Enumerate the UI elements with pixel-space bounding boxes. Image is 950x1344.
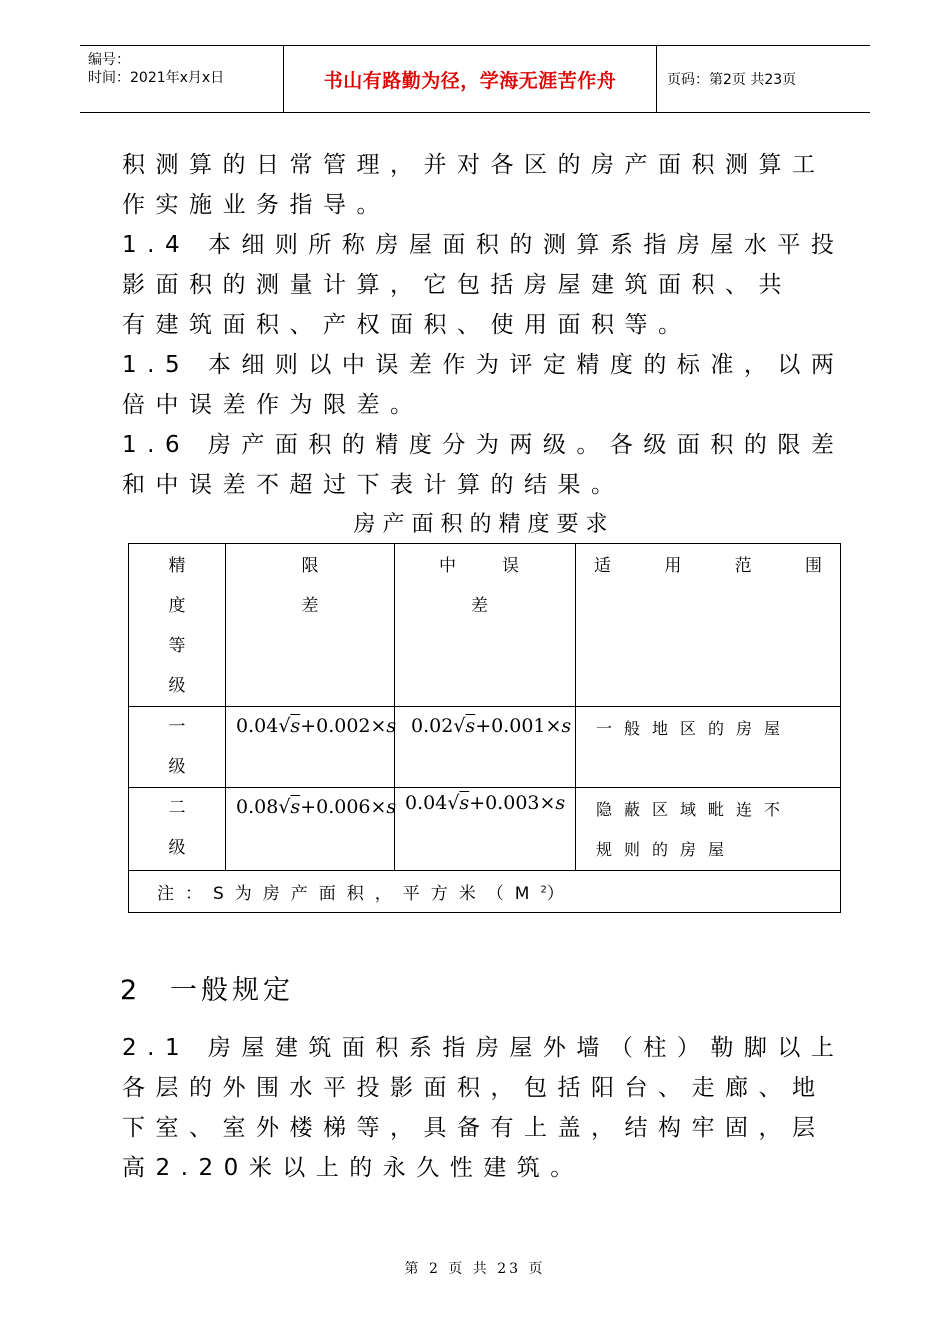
formula-coef: 0.04 — [405, 792, 448, 814]
grade-char: 级 — [168, 838, 186, 858]
sqrt-symbol: √ — [453, 715, 466, 737]
formula-var: s — [386, 796, 397, 818]
text-line: 2.1 房屋建筑面积系指房屋外墙（柱）勒脚以上 — [122, 1035, 845, 1061]
formula-var: s — [290, 715, 301, 737]
header-scope-char: 围 — [804, 556, 822, 576]
formula-rest: +0.003× — [469, 792, 556, 814]
time-label: 时间：2021年x月x日 — [88, 70, 225, 86]
header-motto: 书山有路勤为径，学海无涯苦作舟 — [283, 46, 657, 112]
sqrt-symbol: √ — [447, 792, 460, 814]
formula-var: s — [465, 715, 476, 737]
text-line: 积测算的日常管理，并对各区的房产面积测算工 — [122, 152, 826, 178]
error-formula — [395, 707, 576, 788]
note-superscript: 2 — [540, 884, 547, 896]
paragraph-2-1 — [122, 1028, 845, 1188]
header-limit-char: 限 — [301, 556, 319, 576]
text-line: 倍中误差作为限差。 — [122, 392, 424, 418]
text-line: 1.4 本细则所称房屋面积的测算系指房屋水平投 — [122, 232, 845, 258]
section-number: 2 — [120, 975, 142, 1006]
header-grade-char: 精 — [168, 556, 186, 576]
page-header — [80, 45, 870, 113]
scope-line: 一般地区的房屋 — [596, 719, 793, 738]
table-row — [129, 707, 841, 788]
error-formula — [395, 788, 576, 871]
note-text: 注：S为房产面积，平方米（M — [157, 884, 541, 904]
paragraph-1-5 — [122, 345, 845, 425]
text-line: 有建筑面积、产权面积、使用面积等。 — [122, 312, 692, 338]
table-note-row — [129, 871, 841, 913]
limit-formula — [226, 707, 395, 788]
scope-line: 隐蔽区域毗连不 — [596, 800, 793, 819]
header-limit — [226, 544, 395, 707]
formula-var: s — [386, 715, 397, 737]
formula-var: s — [555, 792, 566, 814]
formula-var: s — [459, 792, 470, 814]
header-scope-char: 范 — [734, 556, 752, 576]
header-error-char: 中 — [439, 556, 456, 576]
section-heading — [120, 968, 294, 1007]
formula-coef: 0.02 — [411, 715, 454, 737]
text-line: 1.5 本细则以中误差作为评定精度的标准，以两 — [122, 352, 845, 378]
table-note — [129, 871, 841, 913]
grade-cell — [129, 707, 226, 788]
formula-rest: +0.002× — [300, 715, 387, 737]
page-footer: 第 2 页 共 23 页 — [404, 1261, 546, 1277]
note-close: ） — [546, 884, 575, 904]
scope-cell — [576, 707, 841, 788]
header-page-label: 页码：第2页 共23页 — [667, 72, 797, 88]
paragraph-intro — [122, 145, 826, 225]
header-error — [395, 544, 576, 707]
text-line: 下室、室外楼梯等，具备有上盖，结构牢固，层 — [122, 1115, 826, 1141]
section-title: 一般规定 — [170, 975, 294, 1006]
grade-char: 级 — [168, 757, 186, 777]
code-label: 编号： — [88, 52, 130, 68]
paragraph-1-6 — [122, 425, 845, 505]
text-line: 和中误差不超过下表计算的结果。 — [122, 472, 625, 498]
paragraph-1-4 — [122, 225, 845, 345]
formula-rest: +0.001× — [475, 715, 562, 737]
header-grade-char: 等 — [168, 636, 186, 656]
header-grade-char: 级 — [168, 676, 186, 696]
sqrt-symbol: √ — [278, 796, 291, 818]
formula-rest: +0.006× — [300, 796, 387, 818]
header-error-char: 误 — [502, 556, 519, 576]
header-error-char: 差 — [471, 596, 488, 616]
header-grade — [129, 544, 226, 707]
sqrt-symbol: √ — [278, 715, 291, 737]
text-line: 1.6 房产面积的精度分为两级。各级面积的限差 — [122, 432, 845, 458]
header-grade-char: 度 — [168, 596, 186, 616]
scope-cell — [576, 788, 841, 871]
header-limit-char: 差 — [301, 596, 319, 616]
grade-char: 一 — [168, 717, 186, 737]
text-line: 各层的外围水平投影面积，包括阳台、走廊、地 — [122, 1075, 826, 1101]
text-line: 影面积的测量计算，它包括房屋建筑面积、共 — [122, 272, 792, 298]
text-line: 高2.20米以上的永久性建筑。 — [122, 1155, 584, 1181]
table-header-row — [129, 544, 841, 707]
formula-coef: 0.08 — [236, 796, 279, 818]
precision-table — [128, 543, 841, 913]
grade-cell — [129, 788, 226, 871]
header-scope-char: 用 — [664, 556, 682, 576]
header-meta — [80, 46, 283, 112]
table-row — [129, 788, 841, 871]
table-caption: 房产面积的精度要求 — [353, 512, 615, 537]
limit-formula — [226, 788, 395, 871]
grade-char: 二 — [168, 798, 186, 818]
text-line: 作实施业务指导。 — [122, 192, 390, 218]
formula-coef: 0.04 — [236, 715, 279, 737]
header-scope — [576, 544, 841, 707]
formula-var: s — [561, 715, 572, 737]
header-scope-char: 适 — [594, 556, 611, 576]
formula-var: s — [290, 796, 301, 818]
scope-line: 规则的房屋 — [596, 840, 737, 859]
